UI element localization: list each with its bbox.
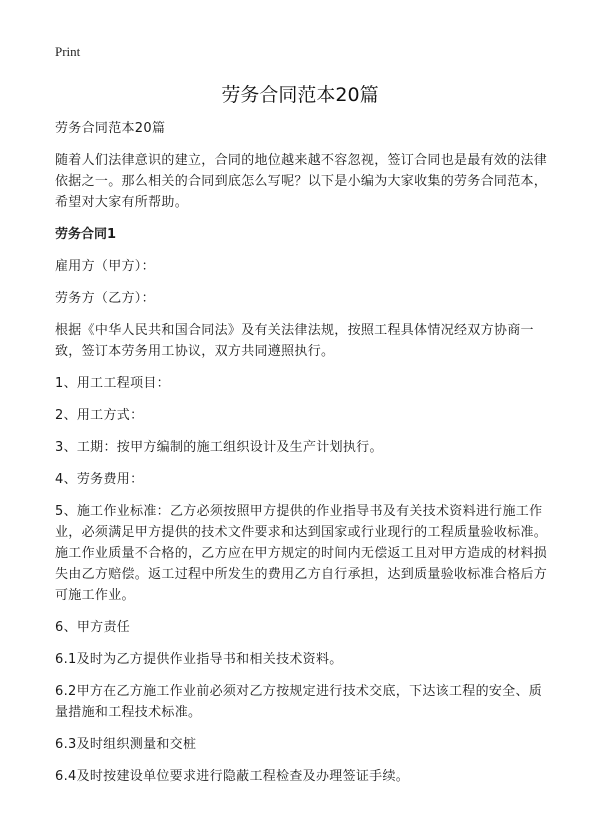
- clause-6-1: 6.1及时为乙方提供作业指导书和相关技术资料。: [55, 652, 343, 667]
- document-title: 劳务合同范本20篇: [221, 84, 379, 106]
- clause-4: 4、劳务费用：: [55, 472, 144, 487]
- document-subtitle: 劳务合同范本20篇: [55, 121, 166, 136]
- clause-6-2: 6.2甲方在乙方施工作业前必须对乙方按规定进行技术交底，下达该工程的安全、质量措施和工程技术标准。: [55, 684, 543, 720]
- clause-1: 1、用工工程项目：: [55, 376, 170, 391]
- clause-6-3: 6.3及时组织测量和交桩: [55, 737, 197, 752]
- clause-3: 3、工期：按甲方编制的施工组织设计及生产计划执行。: [55, 440, 383, 455]
- intro-paragraph: 随着人们法律意识的建立，合同的地位越来越不容忽视，签订合同也是最有效的法律依据之一。那么相关的合同到底怎么写呢？以下是小编为大家收集的劳务合同范本，希望对大家有所帮助。: [55, 153, 548, 210]
- document-body: [55, 118, 555, 798]
- clause-6-4: 6.4及时按建设单位要求进行隐蔽工程检查及办理签证手续。: [55, 769, 410, 784]
- section-heading: 劳务合同1: [55, 227, 117, 242]
- print-link[interactable]: Print: [55, 44, 81, 59]
- labor-party-line: 劳务方（乙方）：: [55, 291, 155, 306]
- clause-5: 5、施工作业标准：乙方必须按照甲方提供的作业指导书及有关技术资料进行施工作业，必须满足甲方提供的技术文件要求和达到国家或行业现行的工程质量验收标准。施工作业质量不合格的，乙方应在甲方规定的时间内无偿返工且对甲方造成的材料损失由乙方赔偿。返工过程中所发生的费用乙方自行承担，达到质量验收标准合格后方可施工作业。: [55, 504, 548, 603]
- employer-party-line: 雇用方（甲方）：: [55, 259, 155, 274]
- clause-6: 6、甲方责任: [55, 620, 131, 635]
- clause-2: 2、用工方式：: [55, 408, 144, 423]
- agreement-basis-paragraph: 根据《中华人民共和国合同法》及有关法律法规，按照工程具体情况经双方协商一致，签订本劳务用工协议，双方共同遵照执行。: [55, 323, 534, 359]
